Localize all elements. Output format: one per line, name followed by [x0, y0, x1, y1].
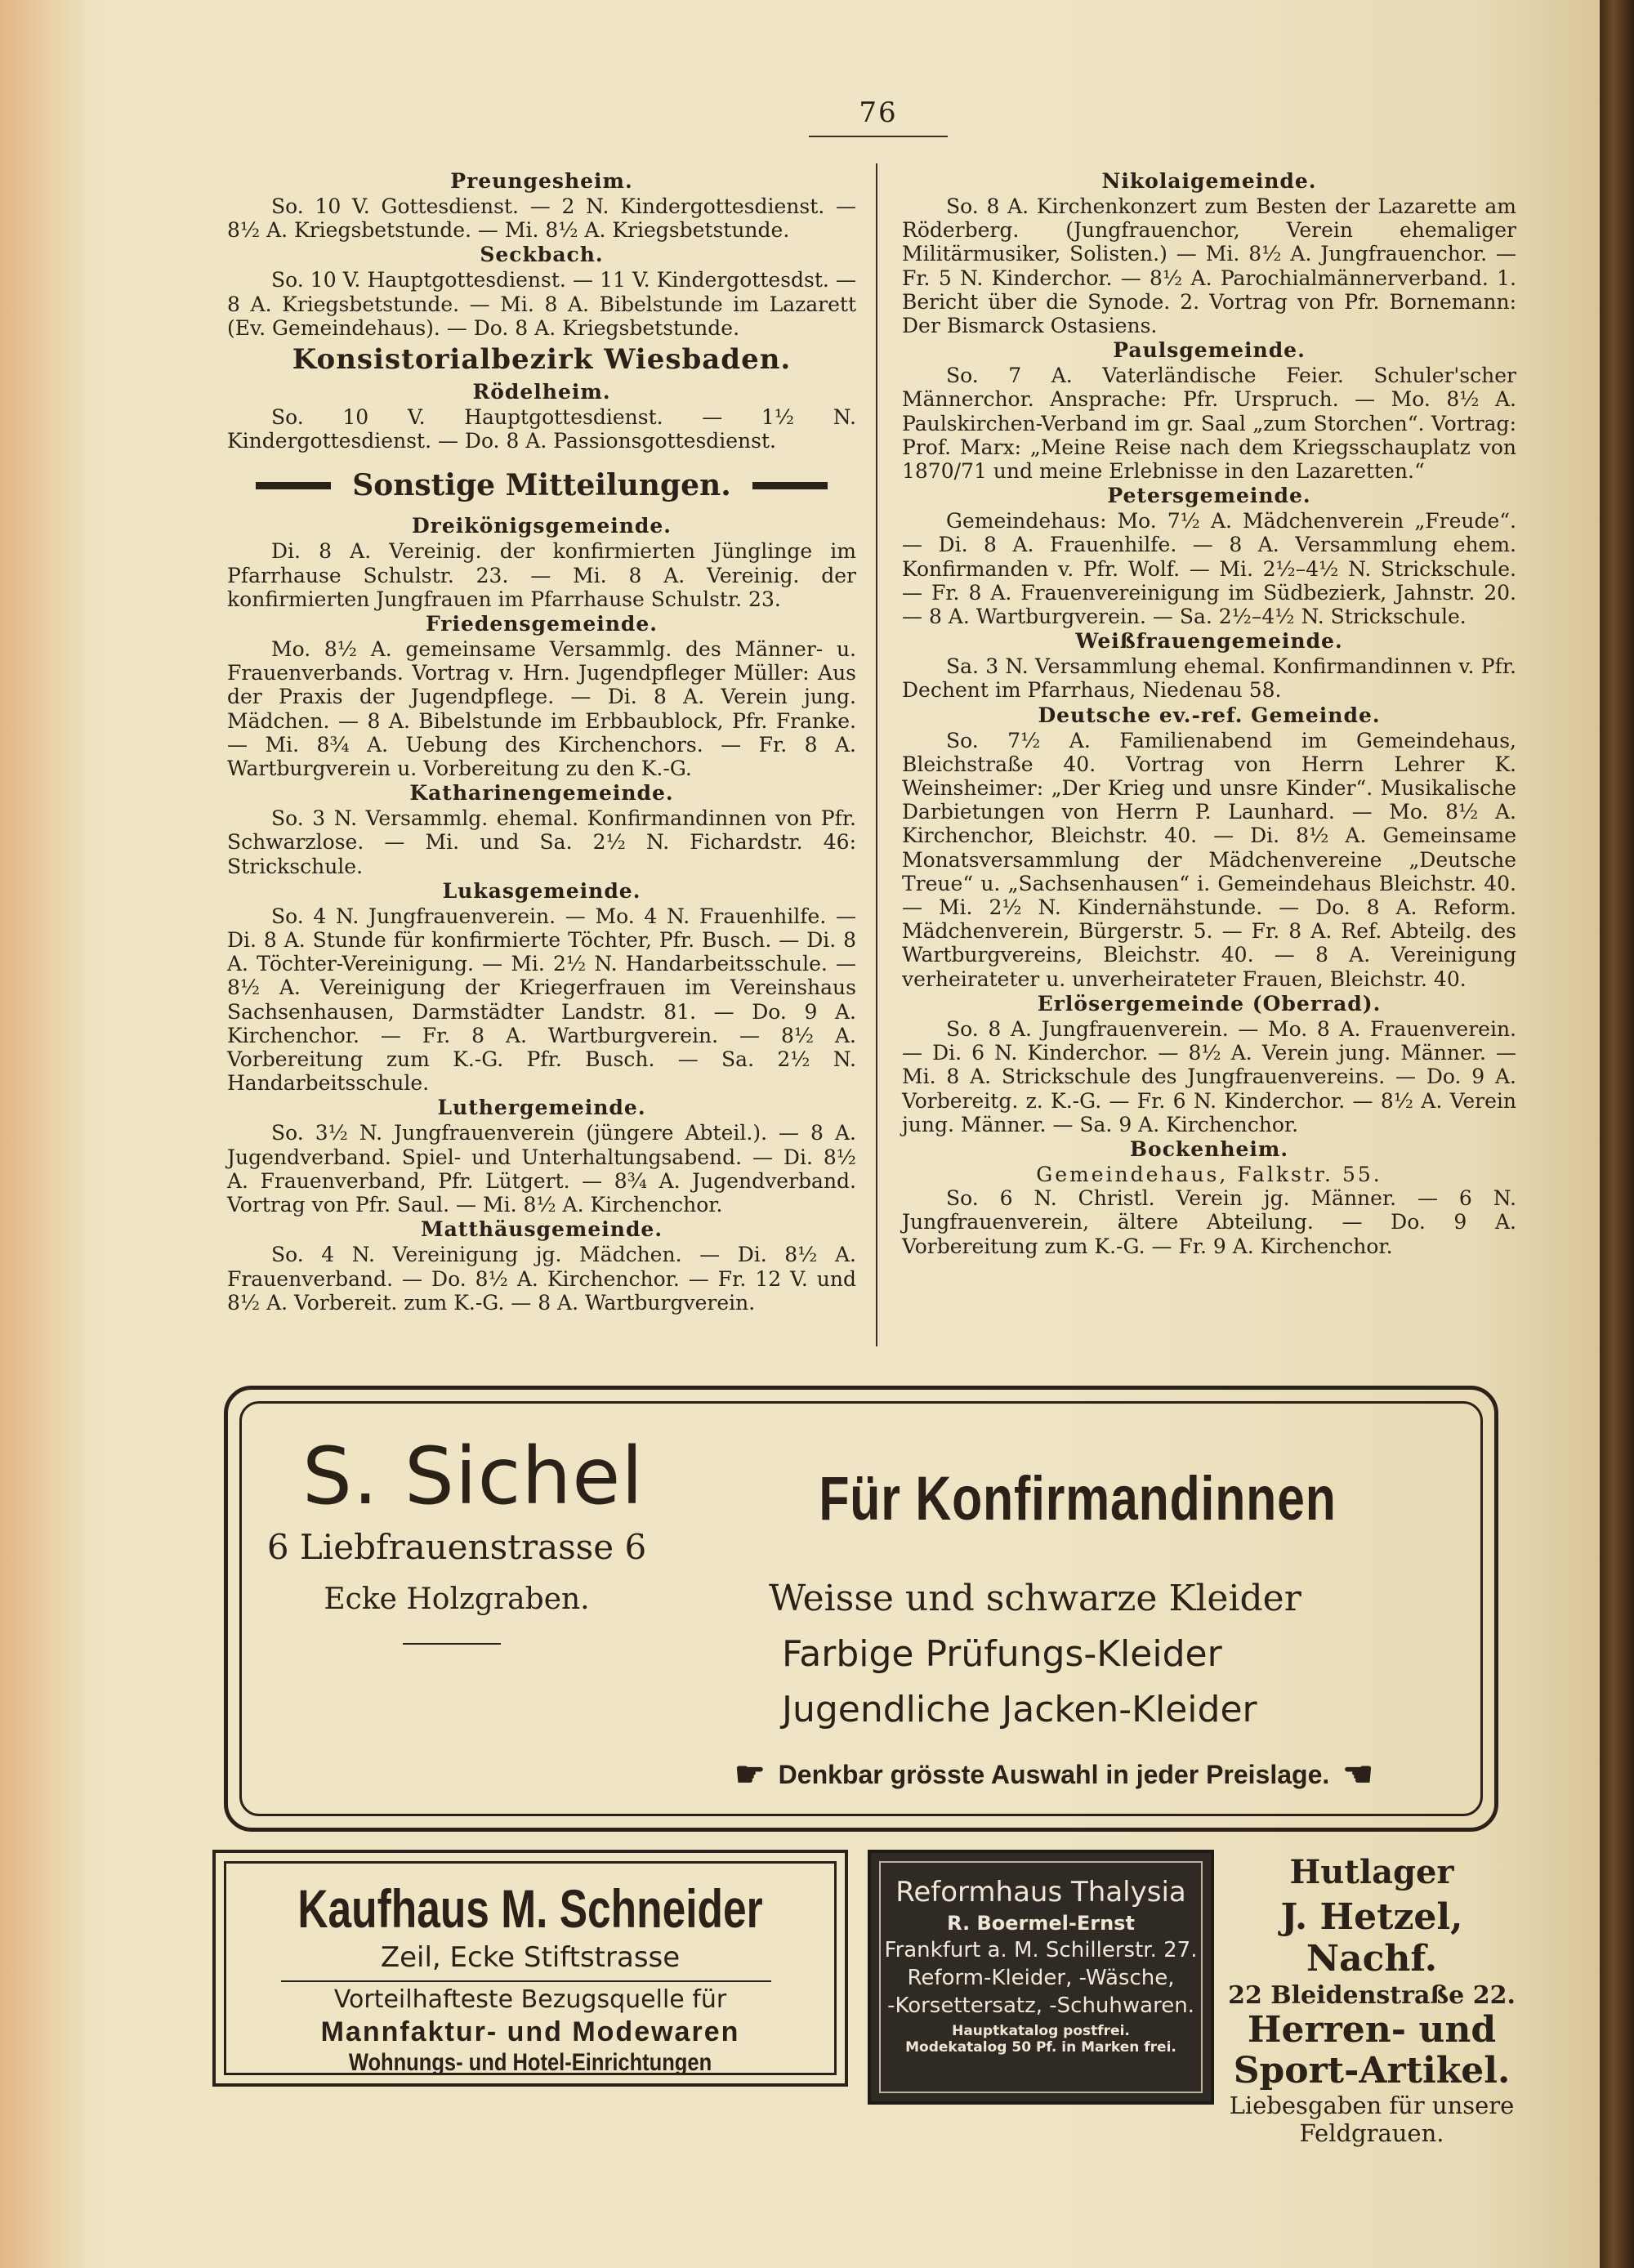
section-text: So. 10 V. Hauptgottesdienst. — 11 V. Kindergottesdst. — 8 A. Kriegsbetstunde. — Mi. 8 A. Bibelstunde im Lazarett (Ev. Gemeindehaus). — Do. 8 A. Kriegsbetstunde. — [227, 268, 856, 340]
ad-schneider-rule — [281, 1980, 771, 1982]
section-pauls — [902, 337, 1516, 483]
section-lukas — [227, 878, 856, 1096]
section-katharinen — [227, 780, 856, 878]
section-text: So. 3 N. Versammlg. ehemal. Konfirmandinnen von Pfr. Schwarzlose. — Mi. und Sa. 2½ N. Fichardstr. 46: Strickschule. — [227, 806, 856, 878]
section-subtitle: Gemeindehaus, Falkstr. 55. — [1036, 1162, 1382, 1186]
section-title: Katharinengemeinde. — [409, 781, 674, 806]
section-text: So. 10 V. Hauptgottesdienst. — 1½ N. Kindergottesdienst. — Do. 8 A. Passionsgottesdienst. — [227, 405, 856, 453]
ad-thalysia — [868, 1850, 1214, 2105]
ad-sichel-address: 6 Liebfrauenstrasse 6 — [266, 1527, 647, 1567]
section-text: So. 8 A. Kirchenkonzert zum Besten der Lazarette am Röderberg. (Jungfrauenchor, Verein ehemaliger Militärmusiker, Solisten.) — Mi. 8½ A. Jungfrauenchor. — Fr. 5 N. Kinderchor. — 8½ A. Parochialmännerverband. 1. Bericht über die Synode. 2. Vortrag von Pfr. Bornemann: Der Bismarck Ostasiens. — [902, 194, 1516, 338]
section-title: Weißfrauengemeinde. — [1075, 629, 1343, 654]
ad-thalysia-title: Reformhaus Thalysia — [895, 1876, 1186, 1909]
section-title: Bockenheim. — [1129, 1136, 1289, 1161]
ad-hutlager — [1221, 1850, 1523, 2147]
ad-thalysia-address: Frankfurt a. M. Schillerstr. 27. — [884, 1938, 1198, 1962]
section-title: Nikolaigemeinde. — [1101, 169, 1317, 193]
section-title: Erlösergemeinde (Oberrad). — [1037, 991, 1382, 1016]
page-number: 76 — [859, 96, 898, 129]
section-nikolai — [902, 168, 1516, 337]
ad-hutlager-address: 22 Bleidenstraße 22. — [1228, 1981, 1516, 2010]
ad-schneider-address: Zeil, Ecke Stiftstrasse — [380, 1941, 681, 1974]
banner-bar-left — [256, 482, 331, 489]
section-matthaeus — [227, 1217, 856, 1315]
ad-thalysia-line: -Korsettersatz, -Schuhwaren. — [887, 1993, 1194, 2018]
pointing-hand-left-icon: ☚ — [1342, 1755, 1373, 1793]
ad-sichel-headline: Für Konfirmandinnen — [819, 1464, 1337, 1534]
section-erloeser — [902, 991, 1516, 1136]
ad-schneider — [212, 1850, 848, 2087]
konsistorial-title: Konsistorialbezirk Wiesbaden. — [292, 343, 792, 377]
section-text: So. 10 V. Gottesdienst. — 2 N. Kindergottesdienst. — 8½ A. Kriegsbetstunde. — Mi. 8½ A. Kriegsbetstunde. — [227, 194, 856, 243]
ad-hutlager-line: Feldgrauen. — [1299, 2119, 1444, 2147]
ad-hutlager-line: Liebesgaben für unsere — [1229, 2092, 1515, 2119]
section-text: Di. 8 A. Vereinig. der konfirmierten Jünglinge im Pfarrhause Schulstr. 23. — Mi. 8 A. Vereinig. der konfirmierten Jungfrauen im Pfarrhause Schulstr. 23. — [227, 539, 856, 611]
section-weissfrauen — [902, 628, 1516, 702]
section-text: Sa. 3 N. Versammlung ehemal. Konfirmandinnen v. Pfr. Dechent im Pfarrhaus, Niedenau 58. — [902, 654, 1516, 703]
page-number-rule — [809, 136, 948, 137]
ad-hutlager-line: Herren- und — [1247, 2009, 1497, 2051]
section-text: So. 4 N. Vereinigung jg. Mädchen. — Di. 8½ A. Frauenverband. — Do. 8½ A. Kirchenchor. — Fr. 12 V. und 8½ A. Vorbereit. zum K.-G. — 8 A. Wartburgverein. — [227, 1243, 856, 1315]
section-title: Friedensgemeinde. — [425, 612, 659, 636]
ad-thalysia-owner: R. Boermel-Ernst — [947, 1912, 1135, 1935]
ad-schneider-line: Wohnungs- und Hotel-Einrichtungen — [348, 2049, 712, 2076]
section-luther — [227, 1095, 856, 1217]
section-text: So. 6 N. Christl. Verein jg. Männer. — 6 N. Jungfrauenverein, ältere Abteilung. — Do. 9 A. Vorbereitung zum K.-G. — Fr. 9 A. Kirchenchor. — [902, 1186, 1516, 1258]
section-title: Dreikönigsgemeinde. — [412, 514, 672, 538]
section-text: So. 4 N. Jungfrauenverein. — Mo. 4 N. Frauenhilfe. — Di. 8 A. Stunde für konfirmierte Töchter, Pfr. Busch. — Di. 8 A. Töchter-Vereinigung. — Mi. 2½ N. Handarbeitsschule. — 8½ A. Vereinigung der Kriegerfrauen im Vereinshaus Sachsenhausen, Darmstädter Landstr. 81. — Do. 9 A. Kirchenchor. — Fr. 8 A. Wartburgverein. — 8½ A. Vorbereitung zum K.-G. Pfr. Busch. — Sa. 2½ N. Handarbeitsschule. — [227, 904, 856, 1096]
book-binding-edge — [1600, 0, 1634, 2268]
section-peters — [902, 483, 1516, 628]
section-title: Deutsche ev.-ref. Gemeinde. — [1038, 703, 1381, 727]
section-roedelheim — [227, 379, 856, 453]
banner-title: Sonstige Mitteilungen. — [352, 467, 731, 502]
section-preungesheim — [227, 168, 856, 242]
section-frieden — [227, 611, 856, 780]
section-title: Preungesheim. — [450, 169, 633, 193]
ad-sichel-line: Jugendliche Jacken-Kleider — [782, 1689, 1257, 1730]
ad-schneider-line: Vorteilhafteste Bezugsquelle für — [333, 1985, 727, 2014]
right-column — [902, 168, 1516, 1258]
banner-bar-right — [752, 482, 828, 489]
section-title: Lukasgemeinde. — [442, 878, 641, 903]
section-seckbach — [227, 242, 856, 340]
section-title: Matthäusgemeinde. — [420, 1217, 663, 1242]
section-bockenheim — [902, 1136, 1516, 1258]
ad-sichel-name: S. Sichel — [302, 1431, 644, 1522]
ad-sichel — [224, 1386, 1498, 1832]
ad-thalysia-small: Hauptkatalog postfrei. — [952, 2023, 1130, 2039]
section-title: Seckbach. — [480, 243, 604, 267]
section-title: Rödelheim. — [472, 380, 611, 404]
section-text: So. 3½ N. Jungfrauenverein (jüngere Abteil.). — 8 A. Jugendverband. Spiel- und Unterhaltungsabend. — Di. 8½ A. Frauenverband, Pfr. Lütgert. — 8¾ A. Jugendverband. Vortrag von Pfr. Saul. — Mi. 8½ A. Kirchenchor. — [227, 1121, 856, 1217]
ad-sichel-line: Weisse und schwarze Kleider — [769, 1578, 1301, 1619]
ad-thalysia-small: Modekatalog 50 Pf. in Marken frei. — [905, 2039, 1176, 2056]
section-title: Paulsgemeinde. — [1113, 338, 1306, 363]
ad-thalysia-inner — [879, 1861, 1203, 2093]
section-text: Mo. 8½ A. gemeinsame Versammlg. des Männer- u. Frauenverbands. Vortrag v. Hrn. Jugendpfleger Müller: Aus der Praxis der Jugendpflege. — Di. 8 A. Verein jung. Mädchen. — 8 A. Bibelstunde im Erbbaublock, Pfr. Franke. — Mi. 8¾ A. Uebung des Kirchenchors. — Fr. 8 A. Wartburgverein u. Vorbereitung zu den K.-G. — [227, 637, 856, 781]
section-text: Gemeindehaus: Mo. 7½ A. Mädchenverein „Freude“. — Di. 8 A. Frauenhilfe. — 8 A. Versammlung ehem. Konfirmanden v. Pfr. Wolf. — Mi. 2½–4½ N. Strickschule. — Fr. 8 A. Frauenvereinigung im Südbezierk, Jahnstr. 20. — 8 A. Wartburgverein. — Sa. 2½–4½ N. Strickschule. — [902, 509, 1516, 629]
section-text: So. 7½ A. Familienabend im Gemeindehaus, Bleichstraße 40. Vortrag von Herrn Lehrer K. Weinsheimer: „Der Krieg und unsre Kinder“. Musikalische Darbietungen von Herrn P. Launhard. — Mo. 8½ A. Kirchenchor, Bleichstr. 40. — Di. 8½ A. Gemeinsame Monatsversammlung der Mädchenvereine „Deutsche Treue“ u. „Sachsenhausen“ i. Gemeindehaus Bleichstr. 40. — Mi. 2½ N. Kindernähstunde. — Do. 8 A. Reform. Mädchenverein, Bürgerstr. 5. — Fr. 8 A. Ref. Abteilg. des Wartburgvereins, Bleichstr. 40. — 8 A. Vereinigung verheirateter u. unverheirateter Frauen, Bleichstr. 40. — [902, 728, 1516, 991]
ad-hutlager-line: Sport-Artikel. — [1233, 2050, 1511, 2092]
section-text: So. 7 A. Vaterländische Feier. Schuler'scher Männerchor. Ansprache: Pfr. Urspruch. — Mo. 8½ A. Paulskirchen-Verband im gr. Saal „zum Storchen“. Vortrag: Prof. Marx: „Meine Reise nach dem Kriegsschauplatz von 1870/71 und meine Erlebnisse in den Lazaretten.“ — [902, 364, 1516, 484]
ad-sichel-line: Farbige Prüfungs-Kleider — [782, 1633, 1222, 1675]
pointing-hand-right-icon: ☛ — [734, 1755, 766, 1793]
banner-sonstige — [227, 459, 856, 511]
section-title: Petersgemeinde. — [1107, 484, 1311, 508]
ad-sichel-selection — [734, 1757, 1437, 1792]
section-title: Luthergemeinde. — [437, 1096, 646, 1120]
ad-sichel-rule — [403, 1643, 501, 1645]
ad-hutlager-title: Hutlager — [1289, 1853, 1454, 1891]
ad-schneider-title: Kaufhaus M. Schneider — [297, 1878, 763, 1939]
left-column — [227, 168, 856, 1315]
section-deutsche-ref — [902, 703, 1516, 991]
ad-hutlager-name: J. Hetzel, Nachf. — [1280, 1896, 1463, 1980]
section-dreikoenig — [227, 513, 856, 611]
ad-sichel-corner: Ecke Holzgraben. — [324, 1583, 590, 1616]
section-text: So. 8 A. Jungfrauenverein. — Mo. 8 A. Frauenverein. — Di. 6 N. Kinderchor. — 8½ A. Verein jung. Männer. — Mi. 8 A. Strickschule des Jungfrauenvereins. — Do. 9 A. Vorbereitg. z. K.-G. — Fr. 6 N. Kinderchor. — 8½ A. Verein jung. Männer. — Sa. 9 A. Kirchenchor. — [902, 1016, 1516, 1136]
ad-thalysia-line: Reform-Kleider, -Wäsche, — [907, 1966, 1175, 1990]
column-divider — [876, 163, 877, 1346]
ad-schneider-line: Mannfaktur- und Modewaren — [320, 2016, 740, 2047]
ad-sichel-selection-text: Denkbar grösste Auswahl in jeder Preislage. — [778, 1759, 1330, 1789]
